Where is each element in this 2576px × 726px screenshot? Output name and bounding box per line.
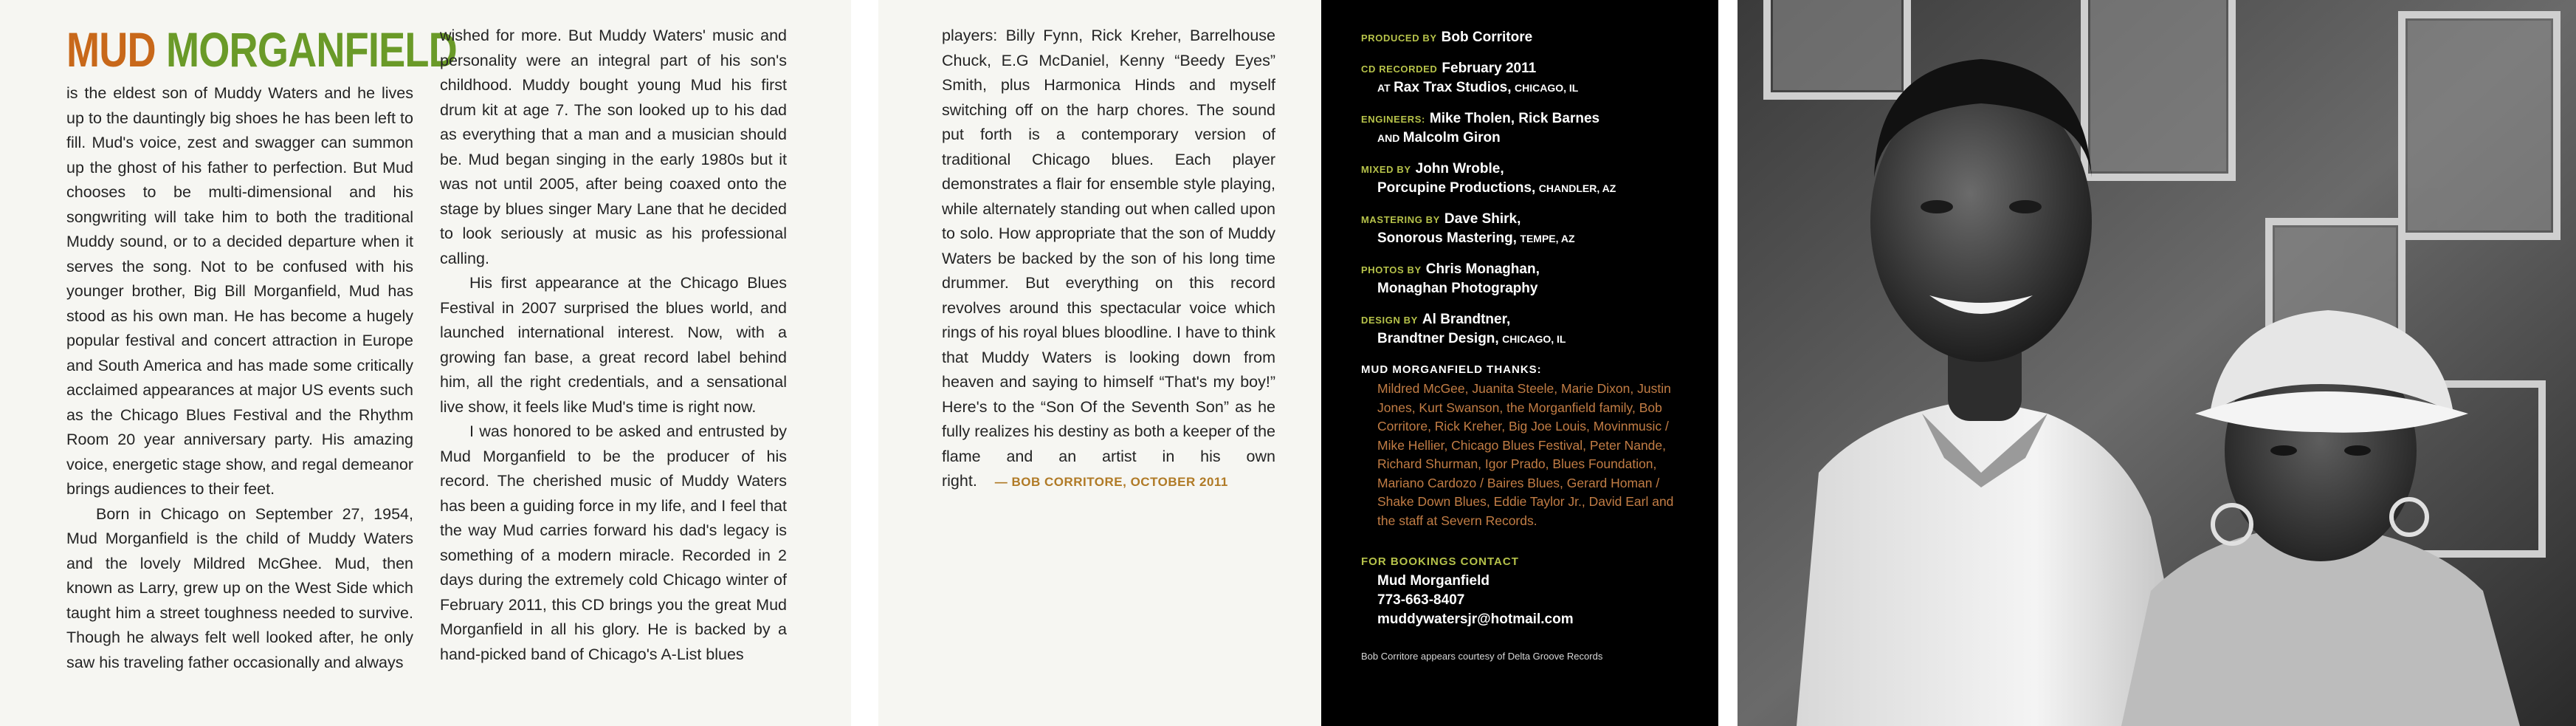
credit-label: DESIGN BY	[1361, 315, 1418, 326]
credits-list	[1361, 28, 1701, 663]
producer-notes	[942, 24, 1275, 495]
credit-value-2: Brandtner Design,	[1377, 331, 1499, 346]
woman-eye-left	[2270, 445, 2297, 456]
page-gutter	[851, 0, 878, 726]
courtesy-note: Bob Corritore appears courtesy of Delta Groove Records	[1361, 651, 1603, 662]
bio-paragraph-born-continued: wished for more. But Muddy Waters' music and personality were an integral part of his son's childhood. Muddy bought young Mud his first drum kit at age 7. The son looked up to his dad as everything that a man and a musician should be. Mud began singing in the early 1980s but it was not until 2005, after being coaxed onto the stage by blues singer Mary Lane that he decided to look seriously at music as his professional calling.	[440, 27, 787, 267]
credit-and: AND	[1377, 132, 1400, 144]
credit-value: February 2011	[1442, 61, 1537, 76]
signature: — BOB CORRITORE, OCTOBER 2011	[994, 475, 1228, 489]
credit-label: MIXED BY	[1361, 164, 1411, 175]
artist-photo	[1738, 0, 2576, 726]
man-eye-right	[2009, 200, 2042, 213]
credit-value: Mike Tholen, Rick Barnes	[1429, 111, 1600, 126]
credit-studio: Rax Trax Studios,	[1394, 80, 1512, 95]
producer-notes-text: players: Billy Fynn, Rick Kreher, Barrelhouse Chuck, E.G McDaniel, Kenny “Beedy Eyes” Smith, plus Harmonica Hinds and myself switching off on the harp chores. The sound put forth is a contemporary version of traditional Chicago blues. Each player demonstrates a flair for ensemble style playing, while alternately standing out when called upon to solo. How appropriate that the son of Muddy Waters be backed by the son of his long time drummer. But everything on this record revolves around this spectacular voice which rings of his royal blues bloodline. I have to think that Muddy Waters is looking down from heaven and saying to himself “That's my boy!” Here's to the “Son Of the Seventh Son” as he fully realizes his destiny as both a keeper of the flame and an artist in his own right.	[942, 27, 1275, 490]
credit-value: Chris Monaghan,	[1425, 261, 1540, 277]
credit-photos	[1361, 260, 1701, 298]
credit-mastering	[1361, 210, 1701, 248]
credit-value: Dave Shirk,	[1444, 211, 1521, 227]
page-gutter-right	[1718, 0, 1738, 726]
credit-at: AT	[1377, 82, 1391, 94]
credit-label: ENGINEERS:	[1361, 114, 1425, 125]
credit-label: PRODUCED BY	[1361, 32, 1437, 44]
credits-panel	[1321, 0, 1718, 726]
bio-column-1	[66, 81, 413, 675]
bookings-phone: 773-663-8407	[1377, 592, 1465, 608]
photo-illustration	[1738, 0, 2576, 726]
credit-label: MASTERING BY	[1361, 214, 1440, 225]
credit-label: CD RECORDED	[1361, 64, 1438, 75]
credit-value-2: Sonorous Mastering,	[1377, 230, 1517, 246]
credit-produced	[1361, 28, 1701, 47]
bio-paragraph-intro: is the eldest son of Muddy Waters and he lives up to the dauntingly big shoes he has been left to fill. Mud's voice, zest and swagger can summon up the ghost of his father to perfection. But Mud chooses to be multi-dimensional and his songwriting will take him to both the traditional Muddy sound, or to a decided departure when it serves the song. Not to be confused with his younger brother, Big Bill Morganfield, Mud has stood as his own man. He has become a hugely popular festival and concert attraction in Europe and South America and has made some critically acclaimed appearances at major US events such as the Chicago Blues Festival and the Rhythm Room 20 year anniversary party. His amazing voice, energetic stage show, and regal demeanor brings audiences to their feet.	[66, 84, 413, 498]
bookings-name: Mud Morganfield	[1377, 573, 1490, 589]
bio-paragraph-born: Born in Chicago on September 27, 1954, Mud Morganfield is the child of Muddy Waters and the lovely Mildred McGhee. Mud, then known as Larry, grew up on the West Side which taught him a street toughness needed to survive. Though he always felt well looked after, he only saw his traveling father occasionally and always	[66, 504, 413, 671]
credit-value: Bob Corritore	[1441, 30, 1533, 45]
bio-paragraph-first-appearance: His first appearance at the Chicago Blues Festival in 2007 surprised the blues world, and launched international interest. Now, with a growing fan base, a great record label behind him, all the right credentials, and a sensational live show, it feels like Mud's time is right now.	[440, 274, 787, 416]
credit-engineers	[1361, 109, 1701, 148]
producer-notes-column	[942, 24, 1275, 495]
credit-design	[1361, 310, 1701, 349]
credit-value-2: Monaghan Photography	[1377, 281, 1538, 296]
credit-value-2: Malcolm Giron	[1402, 130, 1501, 145]
credit-label: PHOTOS BY	[1361, 264, 1422, 275]
bookings-heading: FOR BOOKINGS CONTACT	[1361, 555, 1519, 568]
credit-mixed	[1361, 160, 1701, 198]
bookings-contact	[1361, 572, 1701, 629]
title-first-word: MUD	[66, 22, 156, 77]
thanks-heading: MUD MORGANFIELD THANKS:	[1361, 363, 1542, 376]
title-second-word: MORGANFIELD	[166, 22, 457, 77]
credit-location: CHICAGO, IL	[1514, 82, 1579, 94]
bio-column-2	[440, 24, 787, 667]
credit-value-2: Porcupine Productions,	[1377, 180, 1536, 196]
bookings-email: muddywatersjr@hotmail.com	[1377, 612, 1574, 627]
credit-recorded	[1361, 59, 1701, 97]
credit-value: John Wroble,	[1415, 161, 1504, 177]
credit-location: CHICAGO, IL	[1502, 333, 1566, 345]
artist-title	[66, 22, 457, 77]
woman-eye-right	[2344, 445, 2371, 456]
credit-location: TEMPE, AZ	[1520, 233, 1575, 244]
man-eye-left	[1921, 200, 1953, 213]
thanks-list: Mildred McGee, Juanita Steele, Marie Dixon, Justin Jones, Kurt Swanson, the Morganfield family, Bob Corritore, Rick Kreher, Big Joe Louis, Movinmusic / Mike Hellier, Chicago Blues Festival, Peter Nande, Richard Shurman, Igor Prado, Blues Foundation, Mariano Cardozo / Baires Blues, Gerard Homan / Shake Down Blues, Eddie Taylor Jr., David Earl and the staff at Severn Records.	[1377, 381, 1674, 528]
credit-value: Al Brandtner,	[1422, 312, 1511, 327]
credit-location: CHANDLER, AZ	[1538, 182, 1616, 194]
producer-notes-start: I was honored to be asked and entrusted by Mud Morganfield to be the producer of his record. The cherished music of Muddy Waters has been a guiding force in my life, and I feel that the way Mud carries forward his dad's legacy is something of a modern miracle. Recorded in 2 days during the extremely cold Chicago winter of February 2011, this CD brings you the great Mud Morganfield in all his glory. He is backed by a hand-picked band of Chicago's A-List blues	[440, 422, 787, 663]
